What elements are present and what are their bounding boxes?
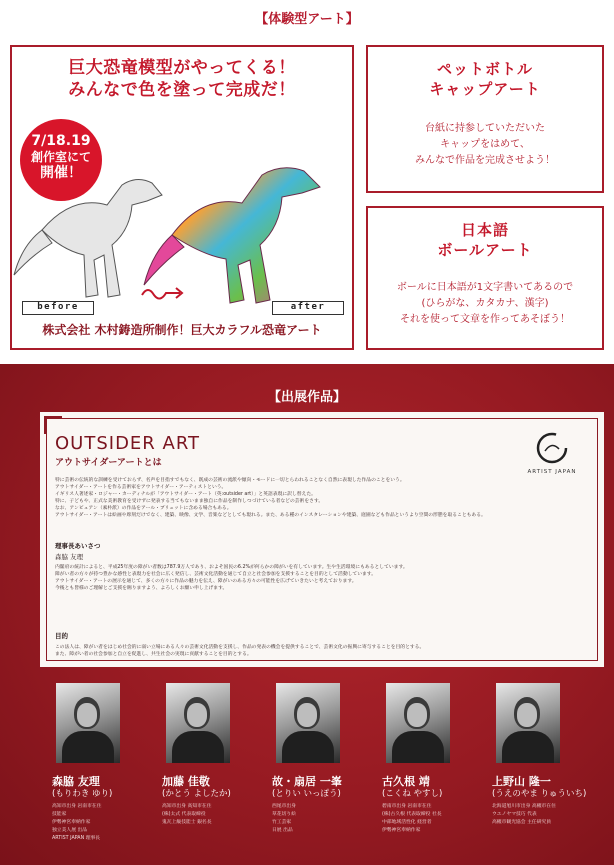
artist-kana: (かとう よしたか) xyxy=(162,789,231,799)
artist-photo xyxy=(276,683,340,763)
artist-info xyxy=(492,803,556,827)
outsider-art-description xyxy=(55,477,585,519)
artist-info-line: 草花切り絵 xyxy=(272,812,296,817)
greeting-name: 森脇 友理 xyxy=(55,553,84,561)
intro-line: 特に芸術の伝統的な訓練を受けておらず、名声を目指すでもなく、既成の芸術の流派や傾向・モードに一切とらわれることなく自然に表現した作品のことをいう。 xyxy=(55,478,405,483)
bottle-cap-text-line1: 台紙に持参していただいた xyxy=(425,123,545,134)
outsider-art-title: OUTSIDER ART xyxy=(55,433,201,454)
artist-info xyxy=(382,803,442,835)
artist-list xyxy=(50,683,610,863)
artist-info-line: 西尾市出身 xyxy=(272,804,296,809)
intro-line: 特に、子どもや、正式な美術教育を受けずに発表する当てもないまま独自に作品を制作しつづけている者などの芸術をさす。 xyxy=(55,499,324,504)
badge-event: 開催！ xyxy=(40,165,82,181)
artist-info-line: 中部地域活性化 経営者 xyxy=(382,820,432,825)
ball-art-title-line2: ボールアート xyxy=(437,241,533,259)
artist-info xyxy=(272,803,296,835)
artist-info-line: ARTIST JAPAN 理事長 xyxy=(52,836,101,841)
artist-info-line: 鬼瓦上級技能士 銀名長 xyxy=(162,820,212,825)
purpose-heading: 目的 xyxy=(55,632,68,640)
bottle-cap-title-line2: キャップアート xyxy=(429,80,541,98)
intro-line: アウトサイダー・アートを作る芸術家をアウトサイダー・アーティストという。 xyxy=(55,485,227,490)
badge-date: 7/18.19 xyxy=(31,133,91,149)
artist-kana: (とりい いっぽう) xyxy=(272,789,341,799)
artist-info-line: (株)太式 代表取締役 xyxy=(162,812,206,817)
greeting-line: 内閣府の統計によると、平成25年度の障がい者数は787.9万人であり、およそ国民の6.2%が何らかの障がいを有しています。生や生活環境にもあるとしています。 xyxy=(55,565,408,570)
artist-info-line: (株)古久根 代表取締役 社長 xyxy=(382,812,442,817)
artist-info-line: 技能家 xyxy=(52,812,67,817)
event-date-badge xyxy=(20,119,102,201)
dinosaur-headline-line1: 巨大恐竜模型がやってくる！ xyxy=(68,58,296,78)
greeting-body xyxy=(55,564,585,592)
ball-art-title-line1: 日本語 xyxy=(460,221,509,239)
dinosaur-headline xyxy=(12,57,352,101)
artist-info-line: 日展 出品 xyxy=(272,828,293,833)
bottle-cap-text-line3: みんなで作品を完成させよう！ xyxy=(415,155,555,166)
artist-photo xyxy=(56,683,120,763)
artist-name: 故・扇居 一峯 xyxy=(272,775,342,788)
artist-info xyxy=(162,803,212,827)
artist-info-line: 高知市出身 高知市在住 xyxy=(162,804,212,809)
purpose-line: また、障がい者の社会参加と自立を促進し、共生社会の実現に貢献することを目的とする。 xyxy=(55,652,252,657)
artist-info-line: 伊勢神宮奉納作家 xyxy=(52,820,91,825)
artist-info-line: 北海道旭川市出身 高槻市在住 xyxy=(492,804,556,809)
artist-photo xyxy=(386,683,450,763)
artist-name: 加藤 佳敬 xyxy=(162,775,210,788)
ball-art-panel xyxy=(366,206,604,350)
dinosaur-art-panel xyxy=(10,45,354,350)
bottle-cap-art-panel xyxy=(366,45,604,193)
ball-art-text-line2: (ひらがな、カタカナ、漢字) xyxy=(421,298,549,309)
artist-name: 森脇 友理 xyxy=(52,775,100,788)
artist-info-line: 独立美人展 出品 xyxy=(52,828,88,833)
purpose-line: この法人は、障がい者をはじめ社会的に弱い立場にある人々の芸術文化活動を支援し、作品の発表の機会を提供することで、芸術文化の振興に寄与することを目的とする。 xyxy=(55,645,425,650)
artist-photo xyxy=(166,683,230,763)
artist-japan-logo-icon xyxy=(535,431,569,465)
artist-info-line: 高知市出身 岩南市在住 xyxy=(52,804,102,809)
artist-info-line: 竹工芸家 xyxy=(272,820,292,825)
badge-location: 創作室にて xyxy=(30,150,91,164)
artist-info xyxy=(52,803,102,843)
artist-kana: (こくね やすし) xyxy=(382,789,443,799)
artist-japan-logo-text: ARTIST JAPAN xyxy=(527,469,577,475)
outsider-art-card xyxy=(40,412,604,667)
artist-kana: (うえのやま りゅういち) xyxy=(492,789,587,799)
ball-art-text-line1: ボールに日本語が1文字書いてあるので xyxy=(396,282,574,293)
greeting-heading: 理事長あいさつ xyxy=(55,542,101,550)
artist-info-line: 伊勢神宮奉納作家 xyxy=(382,828,421,833)
greeting-line: アウトサイダー・アートの展示を通じて、多くの方々に作品の魅力を伝え、障がいのある方々の可能性を広げていきたいと考えております。 xyxy=(55,579,357,584)
dinosaur-headline-line2: みんなで色を塗って完成だ！ xyxy=(68,80,296,100)
before-label: before xyxy=(22,301,94,315)
outsider-art-subtitle: アウトサイダーアートとは xyxy=(55,458,162,468)
artist-info-line: ウエノヤマ技巧 代表 xyxy=(492,812,537,817)
artist-info-line: 高槻市観光協会 主任研究員 xyxy=(492,820,552,825)
greeting-line: 今後とも皆様のご理解とご支援を賜りますよう、よろしくお願い申し上げます。 xyxy=(55,586,228,591)
intro-line: イギリス人著述家・ロジャー・カーディナルが「アウトサイダー・アート（英:outsider art）」と英語表現に訳し替えた。 xyxy=(55,492,316,497)
intro-line: アウトサイダー・アートは絵画や彫刻だけでなく、建築、映像、文学、音楽などとしても現れる。また、ある種のインスタレーションや建築、庭園なども作品というより空間の形態を取ることもある。 xyxy=(55,513,486,518)
dinosaur-caption: 株式会社 木村鋳造所制作！巨大カラフル恐竜アート xyxy=(42,323,322,337)
bottle-cap-title-line1: ペットボトル xyxy=(436,60,533,78)
exhibit-section-title: 【出展作品】 xyxy=(267,390,346,405)
artist-info-line: 碧南市出身 岩南市在住 xyxy=(382,804,432,809)
greeting-line: 障がい者の方々が持つ豊かな感性と表現力を社会に広く発信し、芸術文化活動を通じて自立と社会参加を支援することを目的として活動しています。 xyxy=(55,572,377,577)
purpose-body xyxy=(55,644,585,658)
corner-decoration xyxy=(44,416,62,434)
bottle-cap-text-line2: キャップをはめて、 xyxy=(440,139,530,150)
intro-line: なお、アンビュアン（素朴派）の作品をアール・ブリュットに含める場合もある。 xyxy=(55,506,232,511)
artist-kana: (もりわき ゆり) xyxy=(52,789,113,799)
arrow-icon xyxy=(140,283,186,305)
artist-name: 上野山 隆一 xyxy=(492,775,551,788)
artist-name: 古久根 靖 xyxy=(382,775,430,788)
after-label: after xyxy=(272,301,344,315)
artist-photo xyxy=(496,683,560,763)
ball-art-text-line3: それを使って文章を作ってあそぼう！ xyxy=(400,314,570,325)
top-section-title: 【体験型アート】 xyxy=(255,12,359,27)
